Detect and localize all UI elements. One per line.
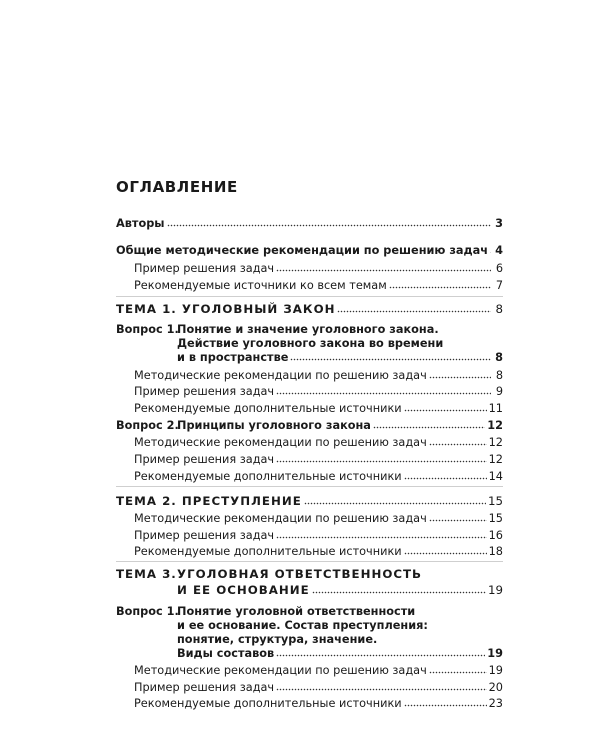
question-title-line: Понятие уголовной ответственности <box>177 605 416 618</box>
toc-entry-label: Пример решения задач <box>134 453 275 466</box>
dot-leader <box>429 370 491 379</box>
toc-entry-general-example[interactable] <box>134 260 503 275</box>
toc-page-number: 12 <box>488 436 503 449</box>
toc-entry-t2-method[interactable] <box>134 510 503 525</box>
toc-entry-t3-q1-method[interactable] <box>134 662 503 677</box>
dot-leader <box>276 682 487 691</box>
toc-page-number: 8 <box>495 302 503 316</box>
toc-entry-label: Рекомендуемые дополнительные источники <box>134 545 402 558</box>
toc-entry-authors[interactable] <box>116 215 503 230</box>
toc-page-number: 4 <box>495 244 503 257</box>
toc-entry-label: Пример решения задач <box>134 262 275 275</box>
toc-page-number: 19 <box>487 583 503 597</box>
toc-entry-label: и в пространстве <box>177 351 289 364</box>
toc-entry-t3-q1-example[interactable] <box>134 679 503 694</box>
toc-entry-t1-q2-example[interactable] <box>134 451 503 466</box>
toc-entry-theme-2[interactable] <box>116 493 503 508</box>
toc-page-number: 15 <box>487 494 503 508</box>
toc-page-number: 6 <box>495 262 503 275</box>
toc-entry-t3-q1[interactable] <box>177 645 503 660</box>
toc-entry-label: Рекомендуемые дополнительные источники <box>134 697 402 710</box>
toc-entry-t1-q2[interactable] <box>177 417 503 432</box>
dot-leader <box>404 403 487 412</box>
dot-leader <box>304 496 486 505</box>
toc-entry-t1-q1-example[interactable] <box>134 383 503 398</box>
dot-leader <box>404 698 487 707</box>
dot-leader <box>276 263 491 272</box>
toc-entry-t1-q2-sources[interactable] <box>134 468 503 483</box>
dot-leader <box>404 546 487 555</box>
toc-page-number: 15 <box>488 512 503 525</box>
toc-page-number: 9 <box>495 385 503 398</box>
toc-page-number: 7 <box>495 279 503 292</box>
toc-entry-label: Принципы уголовного закона <box>177 419 371 432</box>
dot-leader <box>389 280 491 289</box>
toc-entry-t1-q1-sources[interactable] <box>134 400 503 415</box>
toc-page-number: 16 <box>488 529 503 542</box>
toc-entry-label: Авторы <box>116 217 165 230</box>
toc-entry-label: Виды составов <box>177 647 275 660</box>
question-title-line: Действие уголовного закона во времени <box>177 337 444 350</box>
dot-leader <box>290 352 491 361</box>
theme-title-line: УГОЛОВНАЯ ОТВЕТСТВЕННОСТЬ <box>177 567 423 581</box>
dot-leader <box>337 304 491 313</box>
dot-leader <box>490 245 491 254</box>
dot-leader <box>276 454 487 463</box>
toc-page-number: 18 <box>488 545 503 558</box>
toc-entry-general-sources[interactable] <box>134 277 503 292</box>
toc-page-number: 19 <box>488 664 503 677</box>
toc-page-number: 3 <box>495 217 503 230</box>
toc-page-number: 14 <box>488 470 503 483</box>
toc-entry-label: Общие методические рекомендации по решению задач <box>116 244 489 257</box>
dot-leader <box>373 420 485 429</box>
toc-entry-label: Методические рекомендации по решению задач <box>134 369 427 382</box>
toc-entry-t2-example[interactable] <box>134 527 503 542</box>
toc-entry-theme-1[interactable] <box>116 301 503 316</box>
toc-entry-label: Методические рекомендации по решению задач <box>134 436 427 449</box>
toc-page-number: 23 <box>488 697 503 710</box>
dot-leader <box>429 437 487 446</box>
toc-entry-general[interactable] <box>116 242 503 257</box>
toc-entry-theme-3[interactable] <box>177 582 503 597</box>
toc-page-number: 8 <box>495 369 503 382</box>
dot-leader <box>312 585 486 594</box>
toc-entry-label: Методические рекомендации по решению задач <box>134 512 427 525</box>
toc-entry-label: Методические рекомендации по решению задач <box>134 664 427 677</box>
toc-page-number: 12 <box>488 453 503 466</box>
toc-entry-label: Пример решения задач <box>134 681 275 694</box>
toc-entry-t1-q1-method[interactable] <box>134 367 503 382</box>
dot-leader <box>429 665 487 674</box>
toc-page-number: 12 <box>487 419 503 432</box>
toc-heading: ОГЛАВЛЕНИЕ <box>116 178 238 196</box>
toc-entry-label: Пример решения задач <box>134 385 275 398</box>
dot-leader <box>429 513 487 522</box>
question-number: Вопрос 2. <box>116 419 179 432</box>
section-divider <box>116 296 503 297</box>
section-divider <box>116 486 503 487</box>
toc-entry-label: Пример решения задач <box>134 529 275 542</box>
toc-entry-label: ТЕМА 2. ПРЕСТУПЛЕНИЕ <box>116 494 302 508</box>
toc-entry-label: Рекомендуемые дополнительные источники <box>134 402 402 415</box>
toc-page-number: 8 <box>495 351 503 364</box>
question-title-line: Понятие и значение уголовного закона. <box>177 323 439 336</box>
question-title-line: и ее основание. Состав преступления: <box>177 619 428 632</box>
toc-entry-label: И ЕЕ ОСНОВАНИЕ <box>177 583 310 597</box>
dot-leader <box>276 648 485 657</box>
toc-page-number: 19 <box>487 647 503 660</box>
theme-number: ТЕМА 3. <box>116 567 177 581</box>
toc-page-number: 11 <box>488 402 503 415</box>
toc-entry-t1-q1[interactable] <box>177 349 503 364</box>
toc-entry-t2-sources[interactable] <box>134 543 503 558</box>
toc-entry-t3-q1-sources[interactable] <box>134 695 503 710</box>
section-divider <box>116 561 503 562</box>
toc-entry-label: ТЕМА 1. УГОЛОВНЫЙ ЗАКОН <box>116 302 336 316</box>
question-number: Вопрос 1. <box>116 323 179 336</box>
toc-page-number: 20 <box>488 681 503 694</box>
question-title-line: понятие, структура, значение. <box>177 633 378 646</box>
dot-leader <box>404 471 487 480</box>
dot-leader <box>276 386 491 395</box>
dot-leader <box>167 218 491 227</box>
dot-leader <box>276 530 487 539</box>
question-number: Вопрос 1. <box>116 605 179 618</box>
toc-entry-label: Рекомендуемые дополнительные источники <box>134 470 402 483</box>
toc-entry-t1-q2-method[interactable] <box>134 434 503 449</box>
toc-entry-label: Рекомендуемые источники ко всем темам <box>134 279 387 292</box>
